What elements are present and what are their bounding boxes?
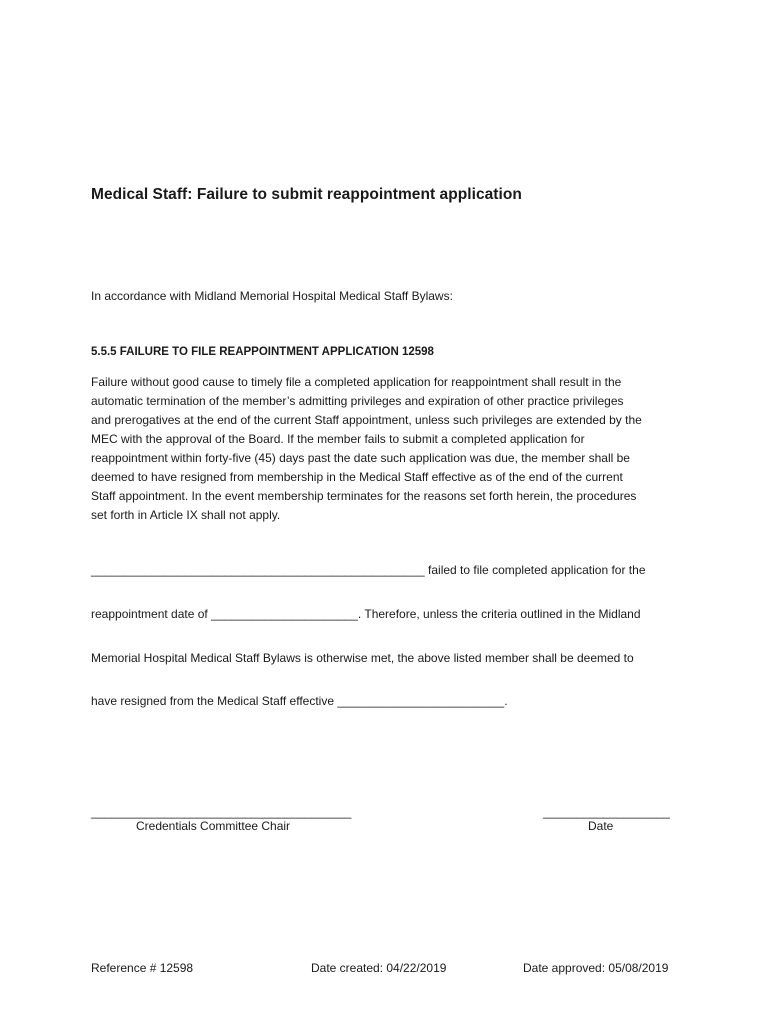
criteria-line: Memorial Hospital Medical Staff Bylaws is otherwise met, the above listed member shall be deemed to: [91, 651, 634, 665]
footer-date-approved: Date approved: 05/08/2019: [523, 961, 669, 975]
effective-date-fill-line: have resigned from the Medical Staff effective _________________________.: [91, 694, 508, 708]
member-name-fill-line: __________________________________________________ failed to file completed application for the: [91, 563, 646, 577]
policy-paragraph: [91, 373, 681, 525]
date-signature-label: Date: [588, 819, 614, 833]
footer-date-created: Date created: 04/22/2019: [311, 961, 447, 975]
reappointment-date-fill-line: reappointment date of ______________________. Therefore, unless the criteria outlined in the Midland: [91, 607, 641, 621]
paragraph-line: automatic termination of the member’s admitting privileges and expiration of other practice privileges: [91, 394, 624, 408]
document-title: Medical Staff: Failure to submit reappointment application: [91, 186, 522, 203]
chair-signature-line: _______________________________________: [91, 805, 352, 819]
paragraph-line: Staff appointment. In the event membership terminates for the reasons set forth herein, the procedures: [91, 489, 637, 503]
section-heading: 5.5.5 FAILURE TO FILE REAPPOINTMENT APPLICATION 12598: [91, 346, 434, 358]
paragraph-line: set forth in Article IX shall not apply.: [91, 508, 281, 522]
date-signature-line: ___________________: [543, 805, 670, 819]
paragraph-line: and prerogatives at the end of the current Staff appointment, unless such privileges are extended by the: [91, 413, 642, 427]
paragraph-line: MEC with the approval of the Board. If the member fails to submit a completed application for: [91, 432, 585, 446]
paragraph-line: reappointment within forty-five (45) days past the date such application was due, the member shall be: [91, 451, 630, 465]
chair-signature-label: Credentials Committee Chair: [136, 819, 291, 833]
paragraph-line: Failure without good cause to timely file a completed application for reappointment shall result in the: [91, 375, 622, 389]
intro-text: In accordance with Midland Memorial Hospital Medical Staff Bylaws:: [91, 289, 453, 303]
footer-reference: Reference # 12598: [91, 961, 194, 975]
paragraph-line: deemed to have resigned from membership in the Medical Staff effective as of the end of the current: [91, 470, 623, 484]
